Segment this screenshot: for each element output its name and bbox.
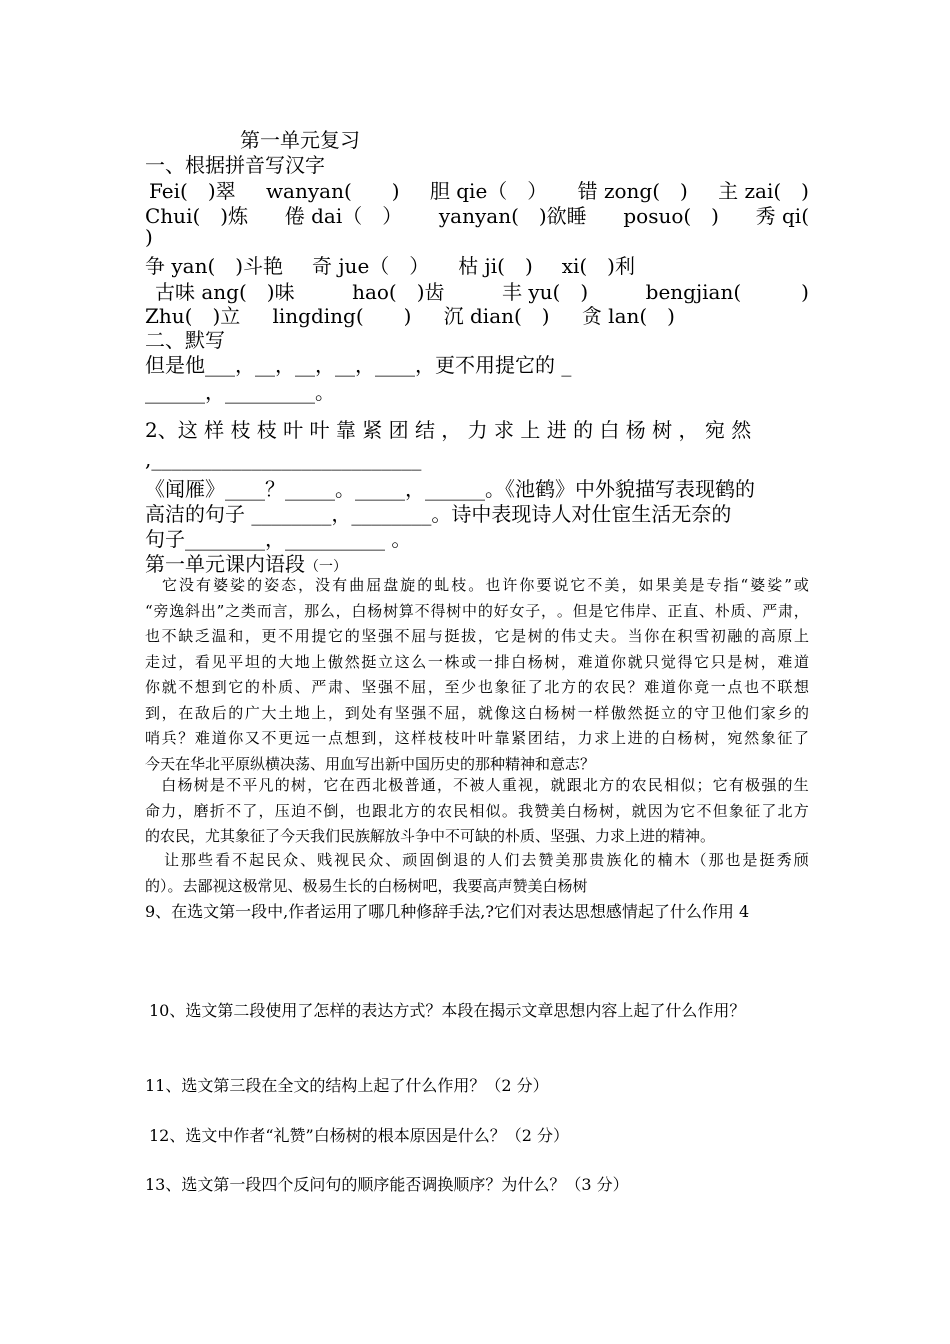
pinyin-row-3 (145, 250, 635, 279)
dictation-line-7: 句子________，__________ 。 (145, 527, 412, 551)
pinyin-item: Chui( )炼 (145, 204, 249, 228)
dictation-line-6: 高洁的句子 ________，________。诗中表现诗人对仕宦生活无奈的 (145, 502, 732, 526)
reading-paragraph-3 (145, 848, 809, 899)
paragraph-line: 它 没 有 婆 娑 的 姿 态 ， 没 有 曲 屈 盘 旋 的 虬 枝 。 也 许 你 要 说 它 不 美 ， 如 果 美 是 专 指 “ 婆 娑 ” 或 (162, 576, 809, 594)
pinyin-item: yanyan( )欲睡 (438, 204, 587, 228)
reading-heading-text: 第一单元课内语段 (145, 552, 305, 576)
pinyin-item: xi( )利 (561, 254, 635, 278)
paragraph-line: 的农民，尤其象征了今天我们民族解放斗争中不可缺的朴质、坚强、力求上进的精神。 (145, 827, 716, 845)
pinyin-item: 倦 dai（ ） (284, 204, 403, 228)
pinyin-item: 争 yan( )斗艳 (145, 254, 284, 278)
pinyin-item: 主 zai( ) (718, 179, 809, 203)
section2-heading: 二、默写 (145, 328, 225, 352)
pinyin-item: 秀 qi( (755, 204, 809, 228)
section1-heading: 一、根据拼音写汉字 (145, 153, 325, 177)
pinyin-item: 错 zong( ) (577, 179, 688, 203)
pinyin-item: hao( )齿 (352, 280, 445, 304)
question-11: 11、选文第三段在全文的结构上起了什么作用？（2 分） (145, 1076, 549, 1095)
question-13: 13、选文第一段四个反问句的顺序能否调换顺序？为什么？（3 分） (145, 1175, 629, 1194)
paragraph-line: 的）。去鄙视这极常见、极易生长的白杨树吧，我要高声赞美白杨树 (145, 876, 588, 895)
page-title: 第一单元复习 (240, 128, 360, 152)
pinyin-item: lingding( ) (272, 304, 412, 328)
paragraph-line: 也 不 缺 乏 温 和 ， 更 不 用 提 它 的 坚 强 不 屈 与 挺 拔 ， 它 是 树 的 伟 丈 夫 。 当 你 在 积 雪 初 融 的 高 原 上 (145, 627, 809, 645)
pinyin-item: posuo( ) (623, 204, 719, 228)
reading-heading-number: （一） (305, 559, 347, 575)
question-9: 9、在选文第一段中,作者运用了哪几种修辞手法,?它们对表达思想感情起了什么作用 4 (145, 902, 750, 921)
dictation-line-4: ,___________________________ (145, 447, 422, 471)
paragraph-line: 你 就 不 想 到 它 的 朴 质 、 严 肃 、 坚 强 不 屈 ， 至 少 也 象 征 了 北 方 的 农 民 ？ 难 道 你 竟 一 点 也 不 联 想 (145, 678, 809, 696)
dictation-line-5: 《闻雁》____？_____。_____，______。《池鹤》中外貌描写表现鹤的 (145, 477, 755, 501)
pinyin-item: Fei( )翠 (149, 179, 236, 203)
question-10: 10、选文第二段使用了怎样的表达方式？本段在揭示文章思想内容上起了什么作用？ (149, 1001, 746, 1020)
pinyin-item: 胆 qie（ ） (429, 179, 548, 203)
pinyin-item: 沉 dian( ) (443, 304, 550, 328)
paragraph-line: 哨 兵 ？ 难 道 你 又 不 更 远 一 点 想 到 ， 这 样 枝 枝 叶 叶 靠 紧 团 结 ， 力 求 上 进 的 白 杨 树 ， 宛 然 象 征 了 (145, 729, 809, 747)
paragraph-line: 命 力 ， 磨 折 不 了 ， 压 迫 不 倒 ， 也 跟 北 方 的 农 民 相 似 。 我 赞 美 白 杨 树 ， 就 因 为 它 不 但 象 征 了 北 方 (145, 801, 809, 820)
question-12: 12、选文中作者“礼赞”白杨树的根本原因是什么？（2 分） (149, 1126, 569, 1145)
pinyin-item: 丰 yu( ) (502, 280, 589, 304)
paragraph-line: 让 那 些 看 不 起 民 众 、 贱 视 民 众 、 顽 固 倒 退 的 人 们 去 赞 美 那 贵 族 化 的 楠 木 （ 那 也 是 挺 秀 颀 (164, 851, 809, 869)
dictation-line-3: 2、这 样 枝 枝 叶 叶 靠 紧 团 结 ， 力 求 上 进 的 白 杨 树 ， 宛 然 (145, 418, 752, 442)
pinyin-item: 古味 ang( )味 (155, 280, 295, 304)
paragraph-line: 到 ， 在 敌 后 的 广 大 土 地 上 ， 到 处 有 坚 强 不 屈 ， 就 像 这 白 杨 树 一 样 傲 然 挺 立 的 守 卫 他 们 家 乡 的 (145, 703, 809, 722)
pinyin-item: wanyan( ) (265, 179, 400, 203)
pinyin-item: 贪 lan( ) (581, 304, 675, 328)
paragraph-line: 白 杨 树 是 不 平 凡 的 树 ， 它 在 西 北 极 普 通 ， 不 被 人 重 视 ， 就 跟 北 方 的 农 民 相 似 ； 它 有 极 强 的 生 (161, 776, 809, 794)
pinyin-row-2-end: ) (145, 225, 153, 249)
pinyin-row-2 (145, 200, 809, 229)
reading-paragraph-1 (145, 573, 809, 777)
dictation-line-2: ______，_________。 (145, 380, 335, 404)
paragraph-line: “ 旁 逸 斜 出 ” 之 类 而 言 ， 那 么 ， 白 杨 树 算 不 得 树 中 的 好 女 子 ， 。 但 是 它 伟 岸 、 正 直 、 朴 质 、 严 肃 ， (145, 601, 809, 620)
reading-paragraph-2 (145, 773, 809, 850)
paragraph-line: 今天在华北平原纵横决荡、用血写出新中国历史的那种精神和意志？ (145, 754, 596, 773)
paragraph-line: 走 过 ， 看 见 平 坦 的 大 地 上 傲 然 挺 立 这 么 一 株 或 一 排 白 杨 树 ， 难 道 你 就 只 觉 得 它 只 是 树 ， 难 道 (145, 652, 809, 671)
dictation-line-1: 但是他___，__，__，__，____，更不用提它的 _ (145, 353, 572, 377)
pinyin-item: 奇 jue（ ） (312, 254, 430, 278)
pinyin-item: bengjian( ) (645, 280, 809, 304)
pinyin-item: 枯 ji( ) (458, 254, 533, 278)
pinyin-item: Zhu( )立 (145, 304, 241, 328)
